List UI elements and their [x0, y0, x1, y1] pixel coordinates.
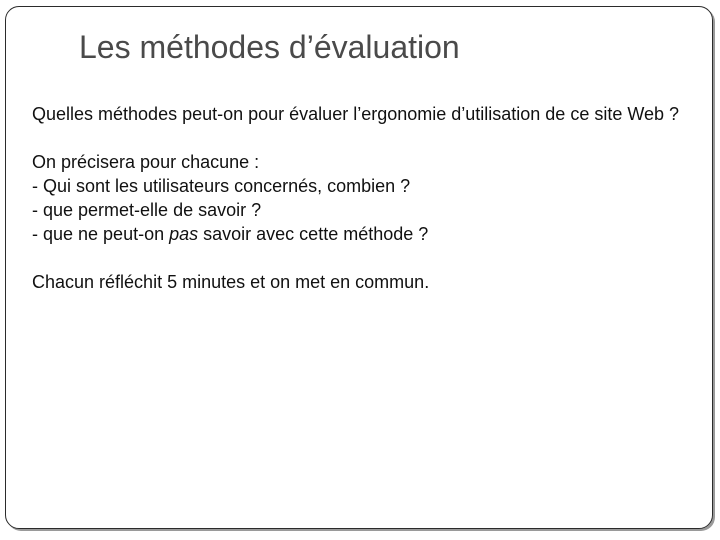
- list-item-limits-after: savoir avec cette méthode ?: [198, 224, 429, 244]
- list-item-knowledge: - que permet-elle de savoir ?: [32, 200, 262, 220]
- list-item-limits-before: - que ne peut-on: [32, 224, 170, 244]
- criteria-block: [32, 150, 682, 246]
- spacer: [32, 246, 682, 270]
- slide-title: Les méthodes d’évaluation: [79, 29, 460, 65]
- slide-body: [32, 102, 682, 294]
- closing-text: Chacun réfléchit 5 minutes et on met en commun.: [32, 272, 430, 292]
- list-item-limits: [32, 222, 682, 246]
- intro-text: On précisera pour chacune :: [32, 152, 260, 172]
- spacer: [32, 126, 682, 150]
- list-item-users: - Qui sont les utilisateurs concernés, combien ?: [32, 176, 411, 196]
- emphasis-text: pas: [169, 224, 199, 244]
- question-text: Quelles méthodes peut-on pour évaluer l’ergonomie d’utilisation de ce site Web ?: [32, 104, 680, 124]
